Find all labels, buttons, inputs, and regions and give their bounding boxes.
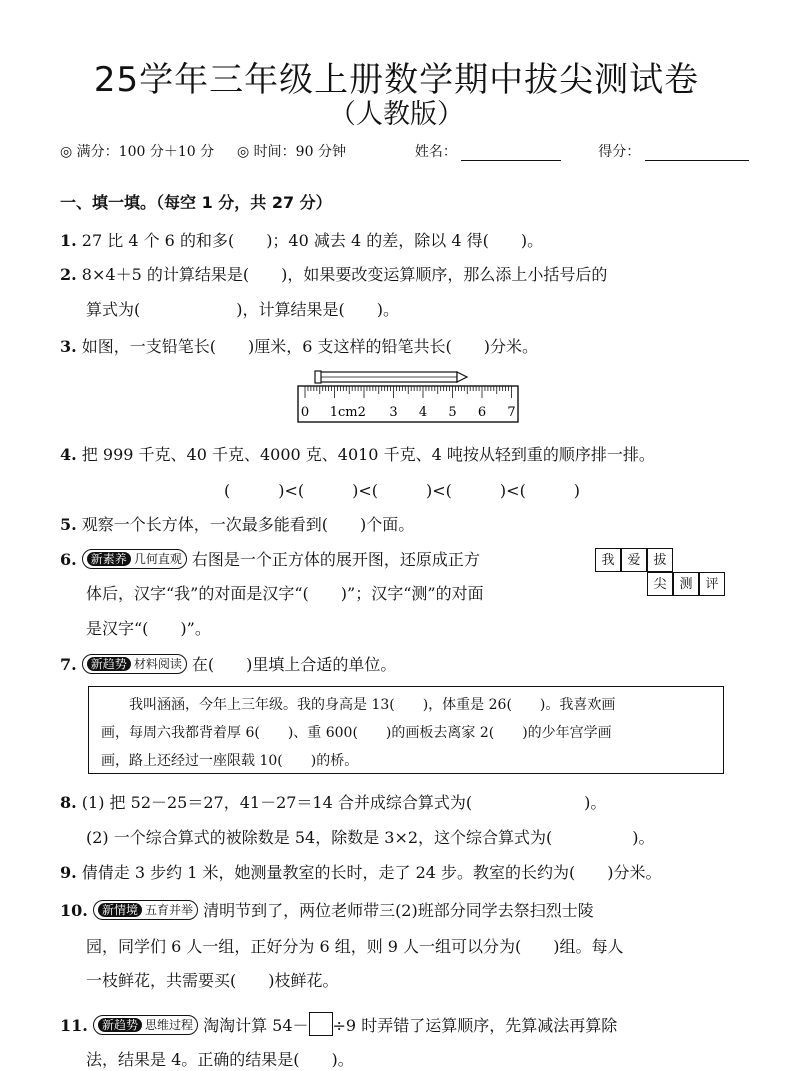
ruler-label: 0 xyxy=(300,405,310,420)
ruler-label: 5 xyxy=(448,405,457,420)
question-text: 倩倩走 3 步约 1 米，她测量教室的长时，走了 24 步。教室的长约为( )分米。 xyxy=(81,863,662,882)
score-blank[interactable] xyxy=(645,146,749,161)
full-score: ◎ 满分：100 分＋10 分 xyxy=(60,144,215,160)
exam-meta xyxy=(60,141,749,161)
badge-dark: 新情境 xyxy=(98,903,142,917)
question-2 xyxy=(60,262,607,285)
section-heading: 一、填一填。（每空 1 分，共 27 分） xyxy=(60,193,332,212)
net-cell: 尖 xyxy=(647,572,673,596)
question-10-line2: 园，同学们 6 人一组，正好分为 6 组，则 9 人一组可以分为( )组。每人 xyxy=(86,937,624,956)
passage-line: 画，路上还经过一座限载 10( )的桥。 xyxy=(101,753,359,769)
net-cell: 爱 xyxy=(621,548,647,572)
badge-dark: 新素养 xyxy=(87,552,131,566)
question-number: 5. xyxy=(60,515,77,534)
question-number: 9. xyxy=(60,863,77,882)
question-text: 右图是一个正方体的展开图，还原成正方 xyxy=(191,550,480,569)
question-number: 1. xyxy=(60,231,77,250)
question-number: 4. xyxy=(60,445,77,464)
ruler-label: 4 xyxy=(418,405,428,420)
question-6-line2: 体后，汉字“我”的对面是汉字“( )”；汉字“测”的对面 xyxy=(86,584,484,603)
question-text: 淘淘计算 54－ xyxy=(203,1016,309,1035)
question-text: 如图，一支铅笔长( )厘米，6 支这样的铅笔共长( )分米。 xyxy=(81,337,539,356)
tag-badge xyxy=(93,1015,198,1035)
net-cell: 拔 xyxy=(647,548,673,572)
question-3 xyxy=(60,334,538,357)
question-2-line2: 算式为( )，计算结果是( )。 xyxy=(86,300,399,319)
question-number: 11. xyxy=(60,1016,88,1035)
net-cell: 评 xyxy=(699,572,725,596)
question-11-line2: 法，结果是 4。正确的结果是( )。 xyxy=(86,1050,354,1069)
pencil-icon xyxy=(315,371,467,383)
question-text: 观察一个长方体，一次最多能看到( )个面。 xyxy=(81,515,415,534)
net-cell: 测 xyxy=(673,572,699,596)
question-10-line3: 一枝鲜花，共需要买( )枝鲜花。 xyxy=(86,971,339,990)
question-text: 清明节到了，两位老师带三(2)班部分同学去祭扫烈士陵 xyxy=(203,901,594,920)
name-blank[interactable] xyxy=(461,146,561,161)
badge-text: 材料阅读 xyxy=(133,657,182,671)
question-number: 6. xyxy=(60,550,77,569)
question-6 xyxy=(60,547,480,570)
question-number: 10. xyxy=(60,901,88,920)
answer-box[interactable] xyxy=(309,1012,333,1036)
question-6-line3: 是汉字“( )”。 xyxy=(86,619,211,638)
badge-dark: 新趋势 xyxy=(98,1018,142,1032)
question-4 xyxy=(60,442,655,465)
badge-text: 几何直观 xyxy=(133,552,182,566)
question-10 xyxy=(60,898,594,921)
question-number: 3. xyxy=(60,337,77,356)
question-11 xyxy=(60,1012,617,1036)
tag-badge xyxy=(82,549,187,569)
question-8 xyxy=(60,790,606,813)
question-7 xyxy=(60,652,396,675)
ruler-label: 6 xyxy=(477,405,487,420)
order-blanks[interactable]: ( )<( )<( )<( )<( ) xyxy=(224,481,581,500)
question-text: 把 999 千克、40 千克、4000 克、4010 千克、4 吨按从轻到重的顺序排一排。 xyxy=(81,445,655,464)
ruler-label: 1cm2 xyxy=(329,405,366,420)
question-8-line2: (2) 一个综合算式的被除数是 54，除数是 3×2，这个综合算式为( )。 xyxy=(86,828,655,847)
question-9 xyxy=(60,860,662,883)
exam-subtitle: （人教版） xyxy=(329,99,464,130)
passage-line: 我叫涵涵，今年上三年级。我的身高是 13( )，体重是 26( )。我喜欢画 xyxy=(101,697,616,713)
net-cell: 我 xyxy=(595,548,621,572)
tag-badge xyxy=(93,900,198,920)
question-1 xyxy=(60,228,543,251)
reading-passage xyxy=(88,686,724,774)
question-text: 27 比 4 个 6 的和多( )；40 减去 4 的差，除以 4 得( )。 xyxy=(81,231,544,250)
question-number: 7. xyxy=(60,655,77,674)
ruler-label: 7 xyxy=(507,405,516,420)
ruler-label: 3 xyxy=(389,405,398,420)
passage-line: 画，每周六我都背着厚 6( )、重 600( )的画板去离家 2( )的少年宫学画 xyxy=(101,725,612,741)
badge-text: 思维过程 xyxy=(144,1018,193,1032)
question-5 xyxy=(60,512,414,535)
question-text: 在( )里填上合适的单位。 xyxy=(191,655,397,674)
time-limit: ◎ 时间：90 分钟 xyxy=(237,144,346,160)
score-label: 得分： xyxy=(598,144,641,160)
question-text: ÷9 时弄错了运算顺序，先算减法再算除 xyxy=(332,1016,618,1035)
tag-badge xyxy=(82,654,187,674)
question-text: 8×4＋5 的计算结果是( )，如果要改变运算顺序，那么添上小括号后的 xyxy=(81,265,608,284)
name-label: 姓名： xyxy=(414,144,457,160)
ruler-with-pencil xyxy=(297,368,519,424)
question-text: (1) 把 52－25＝27，41－27＝14 合并成综合算式为( )。 xyxy=(81,793,607,812)
badge-text: 五育并举 xyxy=(144,903,193,917)
badge-dark: 新趋势 xyxy=(87,657,131,671)
question-number: 8. xyxy=(60,793,77,812)
question-number: 2. xyxy=(60,265,77,284)
exam-title: 25学年三年级上册数学期中拔尖测试卷 xyxy=(93,60,700,100)
